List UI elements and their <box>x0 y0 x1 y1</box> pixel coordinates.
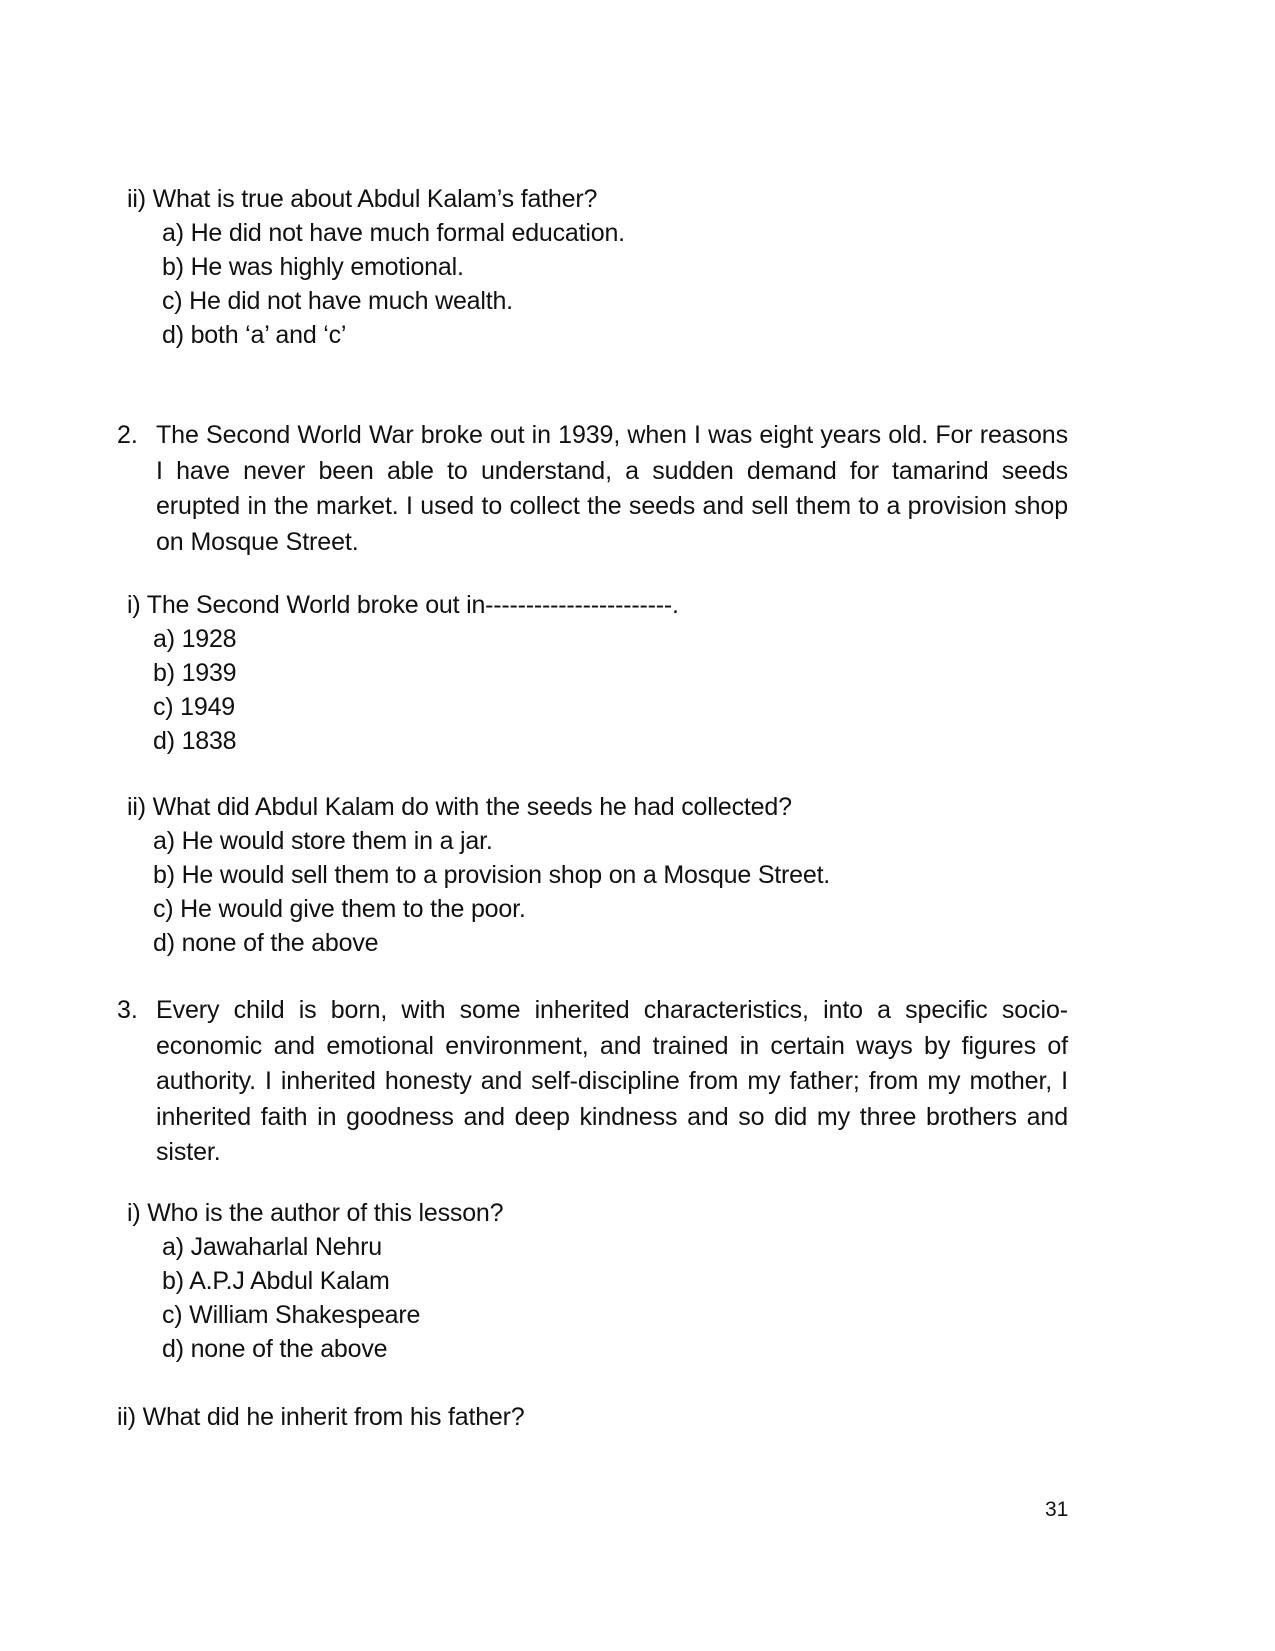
question-q1-ii: ii) What is true about Abdul Kalam’s father? <box>127 185 598 213</box>
option-q1-ii-c: c) He did not have much wealth. <box>162 287 513 315</box>
page-number: 31 <box>1045 1498 1069 1521</box>
option-q1-ii-d: d) both ‘a’ and ‘c’ <box>162 321 347 349</box>
option-q1-ii-a: a) He did not have much formal education. <box>162 219 625 247</box>
option-q2-ii-d: d) none of the above <box>153 929 379 957</box>
question-number-3: 3. <box>117 996 138 1024</box>
option-q1-ii-b: b) He was highly emotional. <box>162 253 464 281</box>
question-q3-ii: ii) What did he inherit from his father? <box>117 1403 525 1431</box>
passage-3: Every child is born, with some inherited characteristics, into a specific socio-economic and emotional environment, and trained in certain ways by figures of authority. I inherited honesty and self-discipline from my father; from my mother, I inherited faith in goodness and deep kindness and so did my three brothers and sister. <box>156 996 1068 1166</box>
option-q2-ii-b: b) He would sell them to a provision shop on a Mosque Street. <box>153 861 831 889</box>
option-q3-i-a: a) Jawaharlal Nehru <box>162 1233 382 1261</box>
option-q3-i-c: c) William Shakespeare <box>162 1301 421 1329</box>
option-q2-i-c: c) 1949 <box>153 693 235 721</box>
option-q2-ii-c: c) He would give them to the poor. <box>153 895 526 923</box>
option-q3-i-b: b) A.P.J Abdul Kalam <box>162 1267 390 1295</box>
question-q3-i: i) Who is the author of this lesson? <box>127 1199 504 1227</box>
question-q2-i: i) The Second World broke out in-----------------------. <box>127 591 679 619</box>
option-q2-i-b: b) 1939 <box>153 659 237 687</box>
question-q2-ii: ii) What did Abdul Kalam do with the seeds he had collected? <box>127 793 792 821</box>
option-q2-i-d: d) 1838 <box>153 727 237 755</box>
option-q3-i-d: d) none of the above <box>162 1335 388 1363</box>
option-q2-ii-a: a) He would store them in a jar. <box>153 827 493 855</box>
option-q2-i-a: a) 1928 <box>153 625 237 653</box>
passage-2: The Second World War broke out in 1939, when I was eight years old. For reasons I have never been able to understand, a sudden demand for tamarind seeds erupted in the market. I used to collect the seeds and sell them to a provision shop on Mosque Street. <box>156 421 1068 556</box>
question-number-2: 2. <box>117 421 138 449</box>
